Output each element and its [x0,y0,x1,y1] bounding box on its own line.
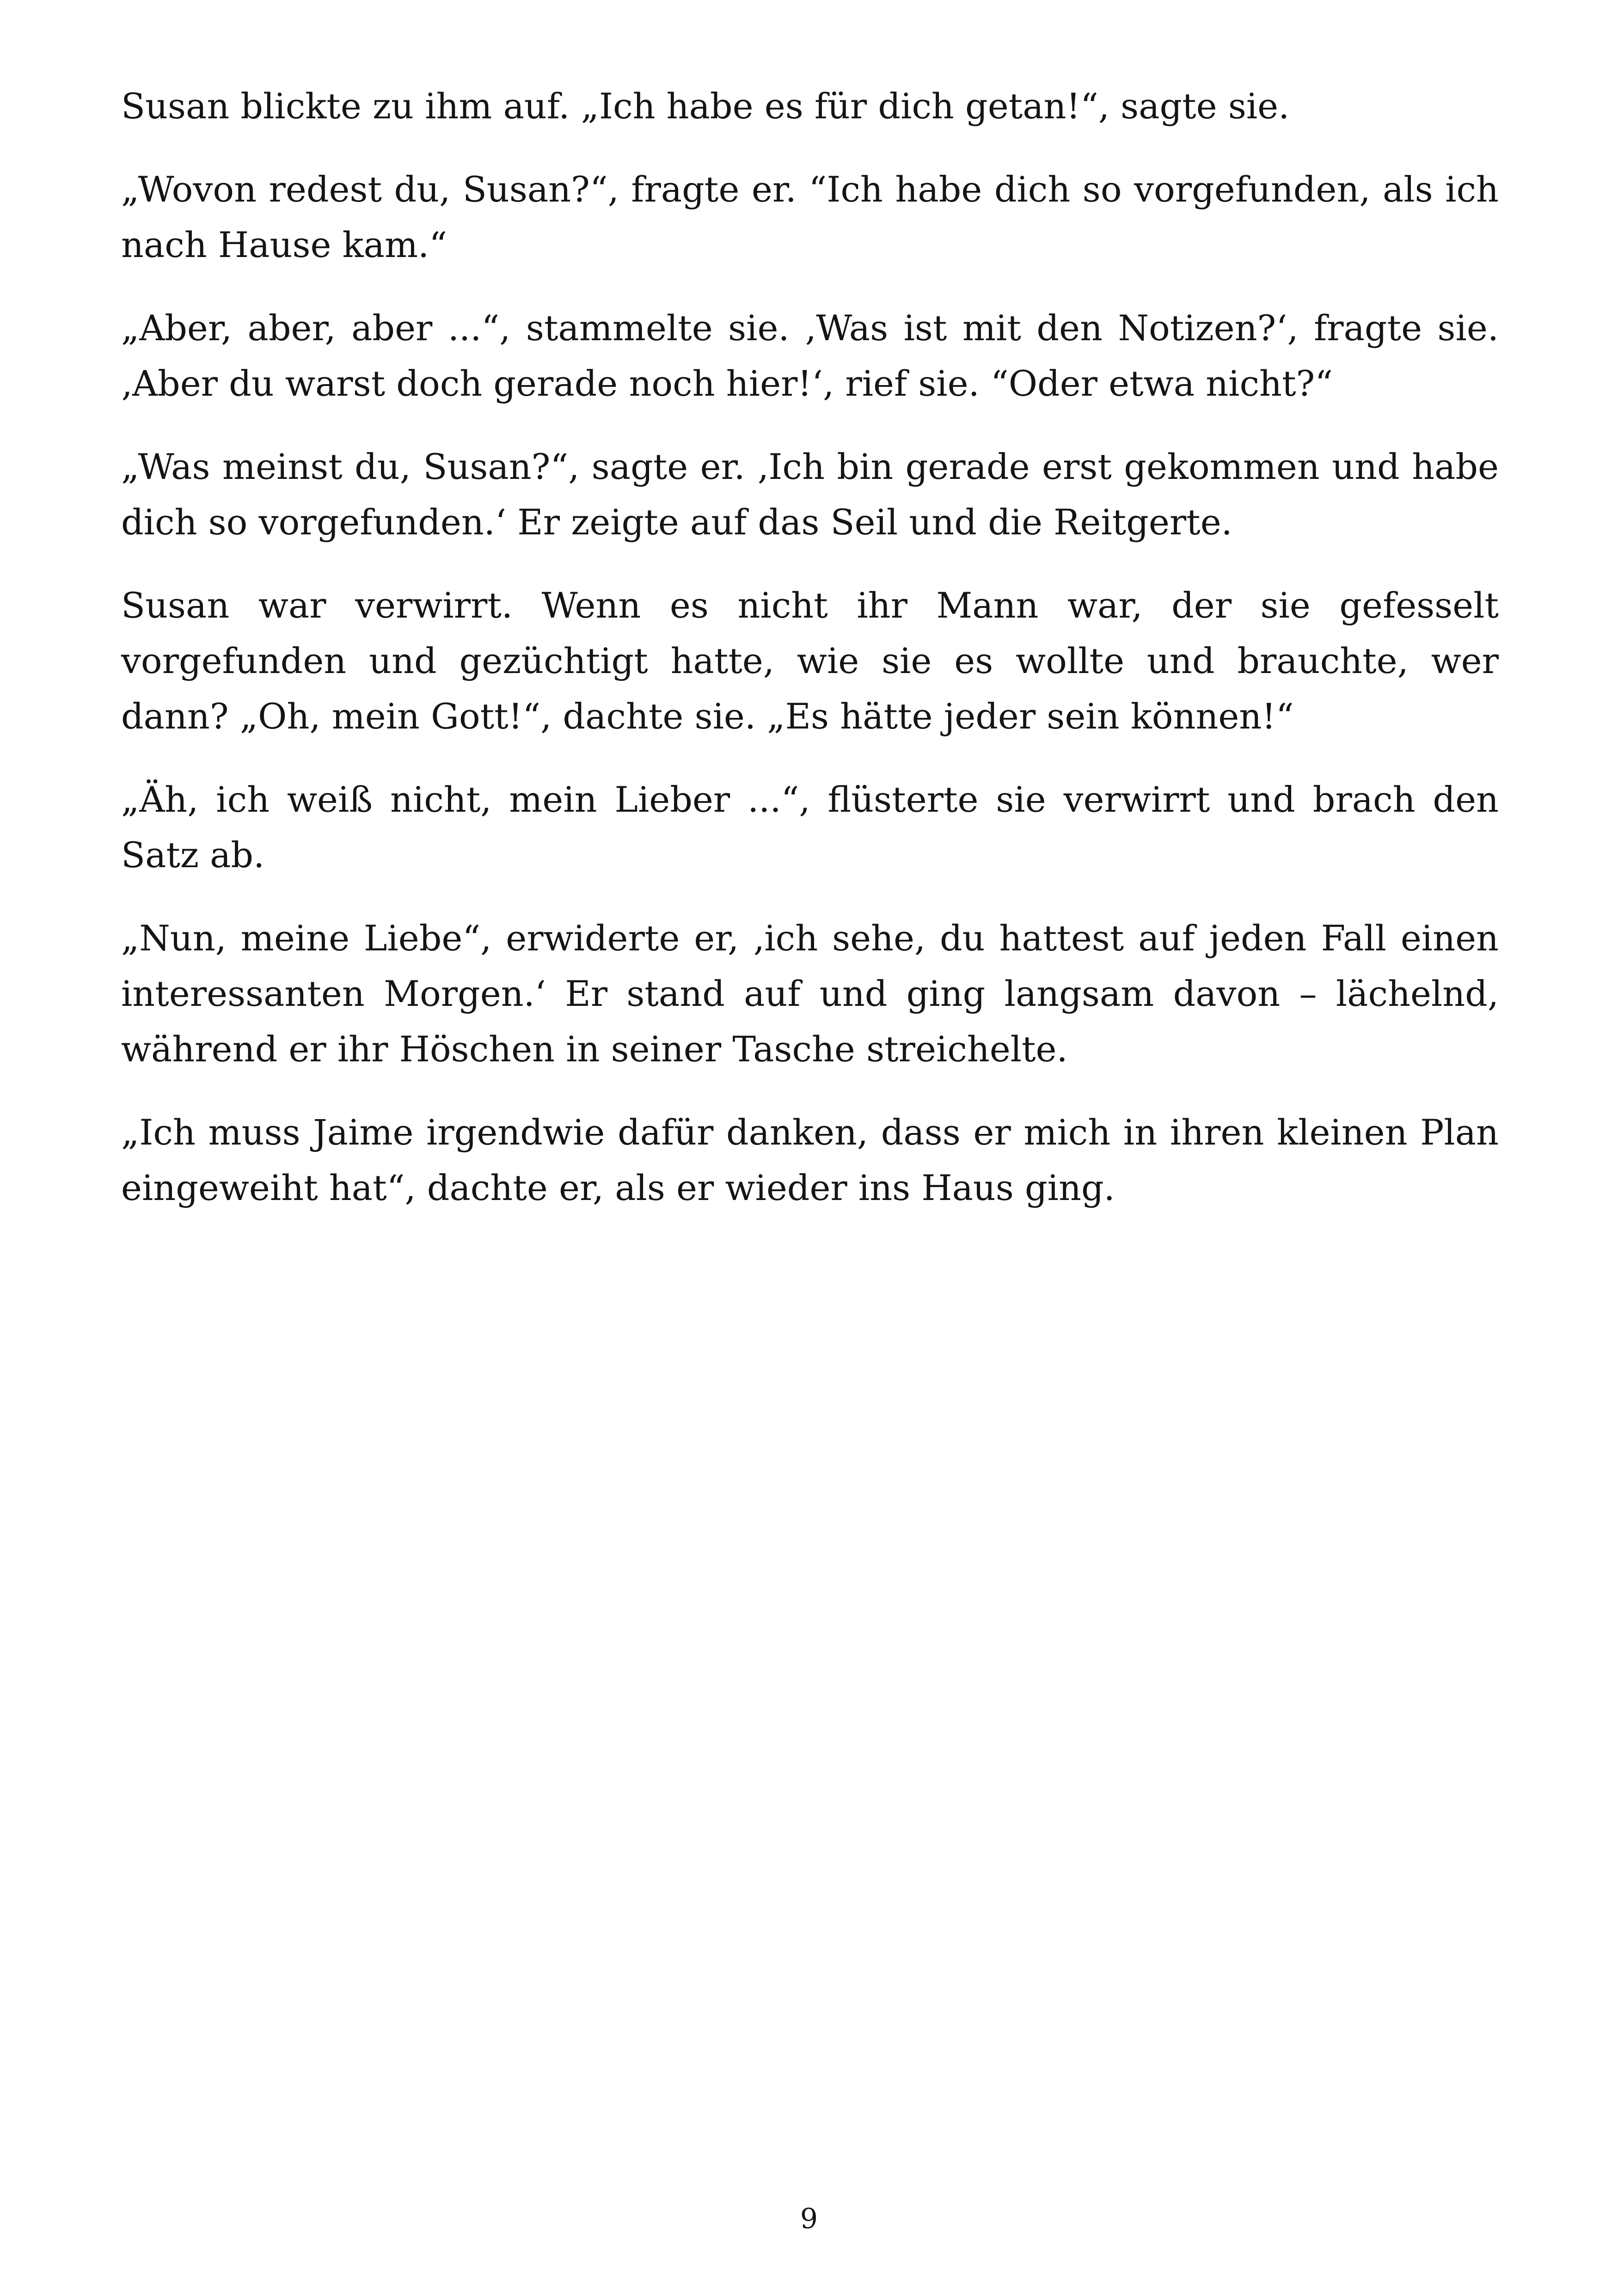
paragraph-8: „Ich muss Jaime irgendwie dafür danken, dass er mich in ihren kleinen Plan eingeweiht hat“, dachte er, als er wieder ins Haus ging. [121,1112,1499,1208]
paragraph-4: „Was meinst du, Susan?“, sagte er. ‚Ich bin gerade erst gekommen und habe dich so vorgefunden.‘ Er zeigte auf das Seil und die Reitgerte. [121,446,1499,543]
body-text [121,79,1499,1243]
paragraph-7: „Nun, meine Liebe“, erwiderte er, ‚ich sehe, du hattest auf jeden Fall einen interessanten Morgen.‘ Er stand auf und ging langsam davon – lächelnd, während er ihr Höschen in seiner Tasche streichelte. [121,918,1499,1070]
paragraph-3: „Aber, aber, aber ...“, stammelte sie. ‚Was ist mit den Notizen?‘, fragte sie. ‚Aber du warst doch gerade noch hier!‘, rief sie. “Oder etwa nicht?“ [121,307,1499,404]
paragraph-5: Susan war verwirrt. Wenn es nicht ihr Mann war, der sie gefesselt vorgefunden und gezüchtigt hatte, wie sie es wollte und brauchte, wer dann? „Oh, mein Gott!“, dachte sie. „Es hätte jeder sein können!“ [121,585,1499,737]
page-number: 9 [800,2203,818,2235]
paragraph-2: „Wovon redest du, Susan?“, fragte er. “Ich habe dich so vorgefunden, als ich nach Hause kam.“ [121,169,1499,265]
paragraph-1: Susan blickte zu ihm auf. „Ich habe es für dich getan!“, sagte sie. [121,86,1290,127]
paragraph-6: „Äh, ich weiß nicht, mein Lieber ...“, flüsterte sie verwirrt und brach den Satz ab. [121,779,1499,876]
